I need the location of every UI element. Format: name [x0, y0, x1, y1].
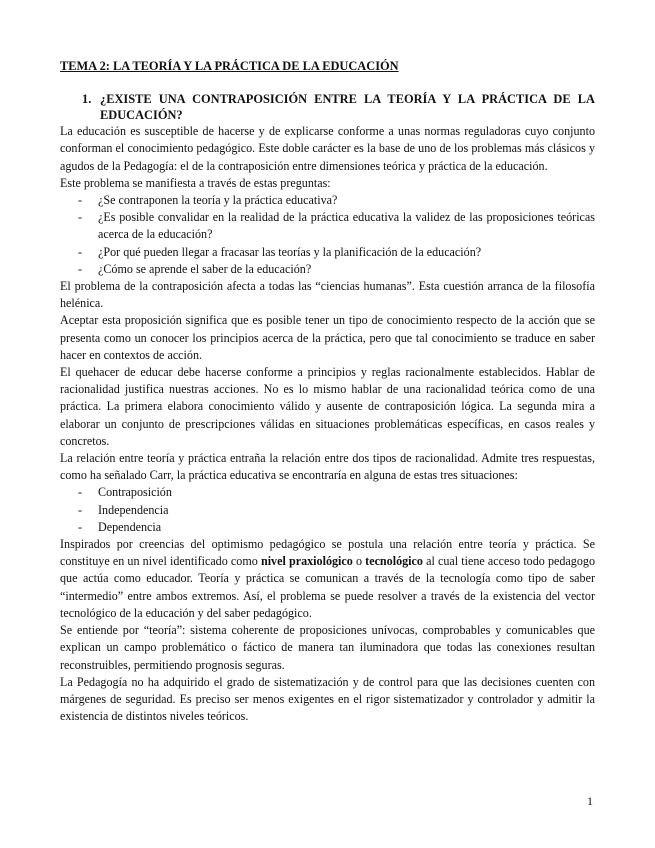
list-dash: - — [78, 502, 83, 517]
paragraph: El problema de la contraposición afecta a todas las “ciencias humanas”. Esta cuestión arranca de la filosofía helénica. — [60, 279, 595, 311]
list-item: - ¿Cómo se aprende el saber de la educación? — [60, 261, 595, 278]
list-item: - Contraposición — [60, 484, 595, 501]
list-item: - Independencia — [60, 502, 595, 519]
situations-list — [60, 484, 595, 536]
paragraph: La educación es susceptible de hacerse y de explicarse conforme a unas normas reguladoras cuyo conjunto conforman el conocimiento pedagógico. Este doble carácter es la base de uno de los problemas más clásicos y agudos de la Pedagogía: el de la contraposición entre dimensiones teórica y práctica de la educación. — [60, 124, 595, 173]
document-page — [60, 58, 595, 725]
list-dash: - — [78, 210, 83, 225]
list-dash: - — [78, 261, 83, 276]
section-heading — [82, 91, 595, 123]
list-item: - ¿Es posible convalidar en la realidad de la práctica educativa la validez de las proposiciones teóricas acerca de la educación? — [60, 209, 595, 243]
questions-list — [60, 192, 595, 278]
keyword-praxiologico: nivel praxiológico — [260, 554, 353, 569]
paragraph: Se entiende por “teoría”: sistema coherente de proposiciones unívocas, comprobables y comunicables que explican un campo problemático o fáctico de manera tan iluminadora que todas las conexiones resultan reconstruibles, permitiendo prognosis seguras. — [60, 623, 595, 672]
paragraph: Este problema se manifiesta a través de estas preguntas: — [60, 175, 331, 190]
list-dash: - — [78, 193, 83, 208]
paragraph: Inspirados por creencias del optimismo pedagógico se postula una relación entre teoría y práctica. Se constituye en un nivel identificado como nivel praxiológico o tecnológico al cual tiene acceso todo pedagogo que actúa como educador. Teoría y práctica se comunican a través de la tecnología como tipo de saber “intermedio” entre ambos extremos. Así, el problema se puede resolver a través de la existencia del vector tecnológico de la educación y del saber pedagógico. — [60, 537, 595, 620]
document-title: TEMA 2: LA TEORÍA Y LA PRÁCTICA DE LA EDUCACIÓN — [60, 59, 399, 73]
paragraph: El quehacer de educar debe hacerse conforme a principios y reglas racionalmente establecidos. Hablar de racionalidad justifica nuestras acciones. No es lo mismo hablar de una racionalidad teórica como de una práctica. La primera elabora conocimiento válido y ausente de contraposición lógica. La segunda mira a elaborar un conjunto de prescripciones válidas en situaciones problemáticas específicas, en casos reales y concretos. — [60, 365, 595, 448]
list-dash: - — [78, 519, 83, 534]
list-item: - ¿Por qué pueden llegar a fracasar las teorías y la planificación de la educación? — [60, 244, 595, 261]
keyword-tecnologico: tecnológico — [365, 554, 423, 569]
list-dash: - — [78, 244, 83, 259]
list-item: - ¿Se contraponen la teoría y la práctica educativa? — [60, 192, 595, 209]
paragraph: La Pedagogía no ha adquirido el grado de sistematización y de control para que las decisiones cuenten con márgenes de seguridad. Es preciso ser menos exigentes en el rigor sistematizador y controlador y admitir la existencia de distintos niveles teóricos. — [60, 674, 595, 724]
paragraph: La relación entre teoría y práctica entraña la relación entre dos tipos de racionalidad. Admite tres respuestas, como ha señalado Carr, la práctica educativa se encontraría en alguna de estas tres situaciones: — [60, 451, 595, 483]
page-number: 1 — [587, 794, 593, 808]
section-heading-text: ¿EXISTE UNA CONTRAPOSICIÓN ENTRE LA TEORÍA Y LA PRÁCTICA DE LA EDUCACIÓN? — [100, 92, 595, 123]
list-dash: - — [78, 485, 83, 500]
section-number: 1. — [82, 92, 92, 107]
paragraph: Aceptar esta proposición significa que es posible tener un tipo de conocimiento respecto de la acción que se presenta como un conocer los principios acerca de la práctica, pero que tal conocimiento se traduce en saber hacer en contextos de acción. — [60, 313, 595, 362]
list-item: - Dependencia — [60, 519, 595, 536]
